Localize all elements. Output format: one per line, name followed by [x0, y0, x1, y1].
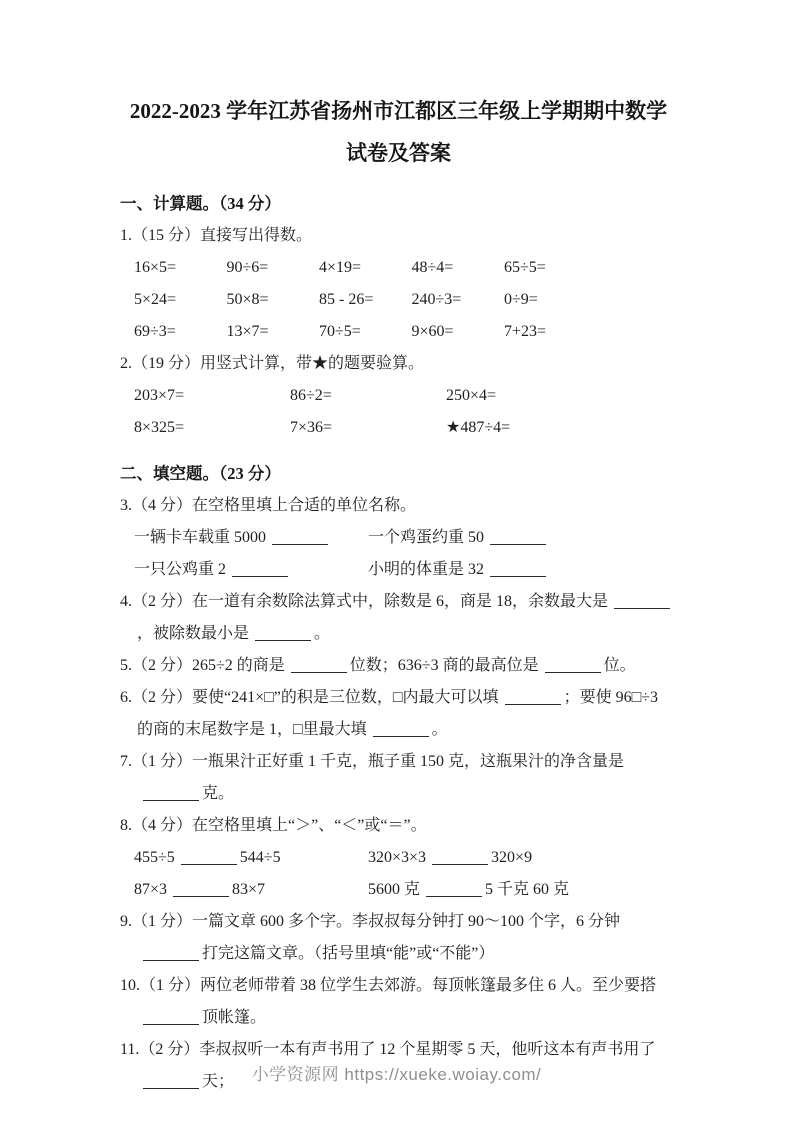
- question-7: [120, 746, 677, 810]
- equation: 50×8=: [226, 291, 269, 308]
- equation: 7×36=: [290, 419, 333, 436]
- blank-line: [545, 657, 601, 673]
- equation: 86÷2=: [290, 387, 332, 404]
- blank-line: [232, 561, 288, 577]
- question-10: [120, 970, 677, 1034]
- question-text: 4.（2 分）在一道有余数除法算式中，除数是 6，商是 18，余数最大是: [120, 593, 609, 610]
- blank-line: [143, 785, 199, 801]
- equation: 9×60=: [411, 323, 454, 340]
- question-8-row: [134, 874, 677, 906]
- equation: 90÷6=: [226, 259, 269, 276]
- question-text: 克。: [202, 785, 235, 802]
- question-5: [120, 650, 677, 682]
- equation: 85 - 26=: [319, 291, 374, 308]
- blank-line: [143, 945, 199, 961]
- question-8-label: 8.（4 分）在空格里填上“＞”、“＜”或“＝”。: [120, 817, 427, 834]
- question-text: 位。: [603, 657, 636, 674]
- question-text: ，被除数最小是: [137, 625, 250, 642]
- question-1-label: 1.（15 分）直接写出得数。: [120, 227, 313, 244]
- equation: 8×325=: [134, 419, 185, 436]
- equation: 48÷4=: [411, 259, 454, 276]
- item-text: 87×3: [134, 881, 168, 898]
- equation: 16×5=: [134, 259, 177, 276]
- question-4: [120, 586, 677, 650]
- compare-item: [134, 874, 368, 906]
- item-text: 544÷5: [239, 849, 281, 866]
- question-2-label: 2.（19 分）用竖式计算，带★的题要验算。: [120, 355, 425, 372]
- equation: 250×4=: [446, 387, 497, 404]
- blank-line: [373, 721, 429, 737]
- item-text: 5 千克 60 克: [485, 881, 570, 898]
- title-line-2: 试卷及答案: [346, 141, 451, 165]
- question-8-row: [134, 842, 677, 874]
- equation: 69÷3=: [134, 323, 176, 340]
- section-2-heading: 二、填空题。（23 分）: [120, 464, 281, 483]
- blank-line: [291, 657, 347, 673]
- question-1-row: [134, 284, 677, 316]
- compare-item: [134, 842, 368, 874]
- page-title: [120, 0, 677, 174]
- question-3-row: [134, 554, 677, 586]
- equation: 70÷5=: [319, 323, 361, 340]
- blank-line: [255, 625, 311, 641]
- blank-line: [490, 561, 546, 577]
- question-9: [120, 906, 677, 970]
- item-text: 5600 克: [368, 881, 421, 898]
- fill-unit-item: [368, 554, 549, 586]
- blank-line: [143, 1009, 199, 1025]
- equation: 240÷3=: [411, 291, 462, 308]
- question-2-row: [134, 380, 677, 412]
- item-text: 83×7: [232, 881, 266, 898]
- blank-line: [505, 689, 561, 705]
- equation: 7+23=: [504, 323, 547, 340]
- blank-line: [426, 881, 482, 897]
- blank-line: [490, 529, 546, 545]
- question-text: 9.（1 分）一篇文章 600 多个字。李叔叔每分钟打 90～100 个字，6 分钟: [120, 913, 621, 930]
- question-6: [120, 682, 677, 746]
- question-text: 天；: [202, 1073, 235, 1090]
- question-text: 顶帐篷。: [202, 1009, 267, 1026]
- fill-unit-item: [134, 554, 368, 586]
- fill-unit-item: [134, 522, 368, 554]
- item-text: 320×9: [491, 849, 533, 866]
- item-text: 一个鸡蛋约重 50: [368, 529, 485, 546]
- compare-item: [368, 874, 569, 906]
- equation: 13×7=: [226, 323, 269, 340]
- question-3-row: [134, 522, 677, 554]
- equation: 65÷5=: [504, 259, 546, 276]
- question-text: 打完这篇文章。（括号里填“能”或“不能”）: [202, 945, 495, 962]
- equation: 0÷9=: [504, 291, 538, 308]
- blank-line: [272, 529, 328, 545]
- blank-line: [181, 849, 237, 865]
- question-1-row: [134, 252, 677, 284]
- blank-line: [614, 593, 670, 609]
- blank-line: [432, 849, 488, 865]
- question-text: 。: [314, 625, 331, 642]
- item-text: 一辆卡车载重 5000: [134, 529, 267, 546]
- question-text: 10.（1 分）两位老师带着 38 位学生去郊游。每顶帐篷最多住 6 人。至少要搭: [120, 977, 657, 994]
- question-1-row: [134, 316, 677, 348]
- equation: 4×19=: [319, 259, 362, 276]
- equation: ★487÷4=: [446, 419, 511, 436]
- question-text: 6.（2 分）要使“241×□”的积是三位数，□内最大可以填: [120, 689, 499, 706]
- question-2-row: [134, 412, 677, 444]
- title-line-1: 2022-2023 学年江苏省扬州市江都区三年级上学期期中数学: [129, 99, 668, 123]
- source-watermark: 小学资源网 https://xueke.woiay.com/: [251, 1065, 542, 1084]
- item-text: 小明的体重是 32: [368, 561, 485, 578]
- question-text: 。: [431, 721, 448, 738]
- compare-item: [368, 842, 532, 874]
- question-text: 5.（2 分）265÷2 的商是: [120, 657, 285, 674]
- question-text: 位数；636÷3 商的最高位是: [349, 657, 539, 674]
- fill-unit-item: [368, 522, 549, 554]
- equation: 203×7=: [134, 387, 185, 404]
- item-text: 455÷5: [134, 849, 175, 866]
- question-text: 7.（1 分）一瓶果汁正好重 1 千克，瓶子重 150 克，这瓶果汁的净含量是: [120, 753, 625, 770]
- section-1-heading: 一、计算题。（34 分）: [120, 194, 281, 213]
- equation: 5×24=: [134, 291, 177, 308]
- item-text: 一只公鸡重 2: [134, 561, 227, 578]
- question-3-label: 3.（4 分）在空格里填上合适的单位名称。: [120, 497, 417, 514]
- question-text: 11.（2 分）李叔叔听一本有声书用了 12 个星期零 5 天，他听这本有声书用了: [120, 1041, 656, 1058]
- question-text: ；要使 96□÷3 的商的末尾数字是 1，□里最大填: [137, 689, 659, 738]
- item-text: 320×3×3: [368, 849, 427, 866]
- blank-line: [173, 881, 229, 897]
